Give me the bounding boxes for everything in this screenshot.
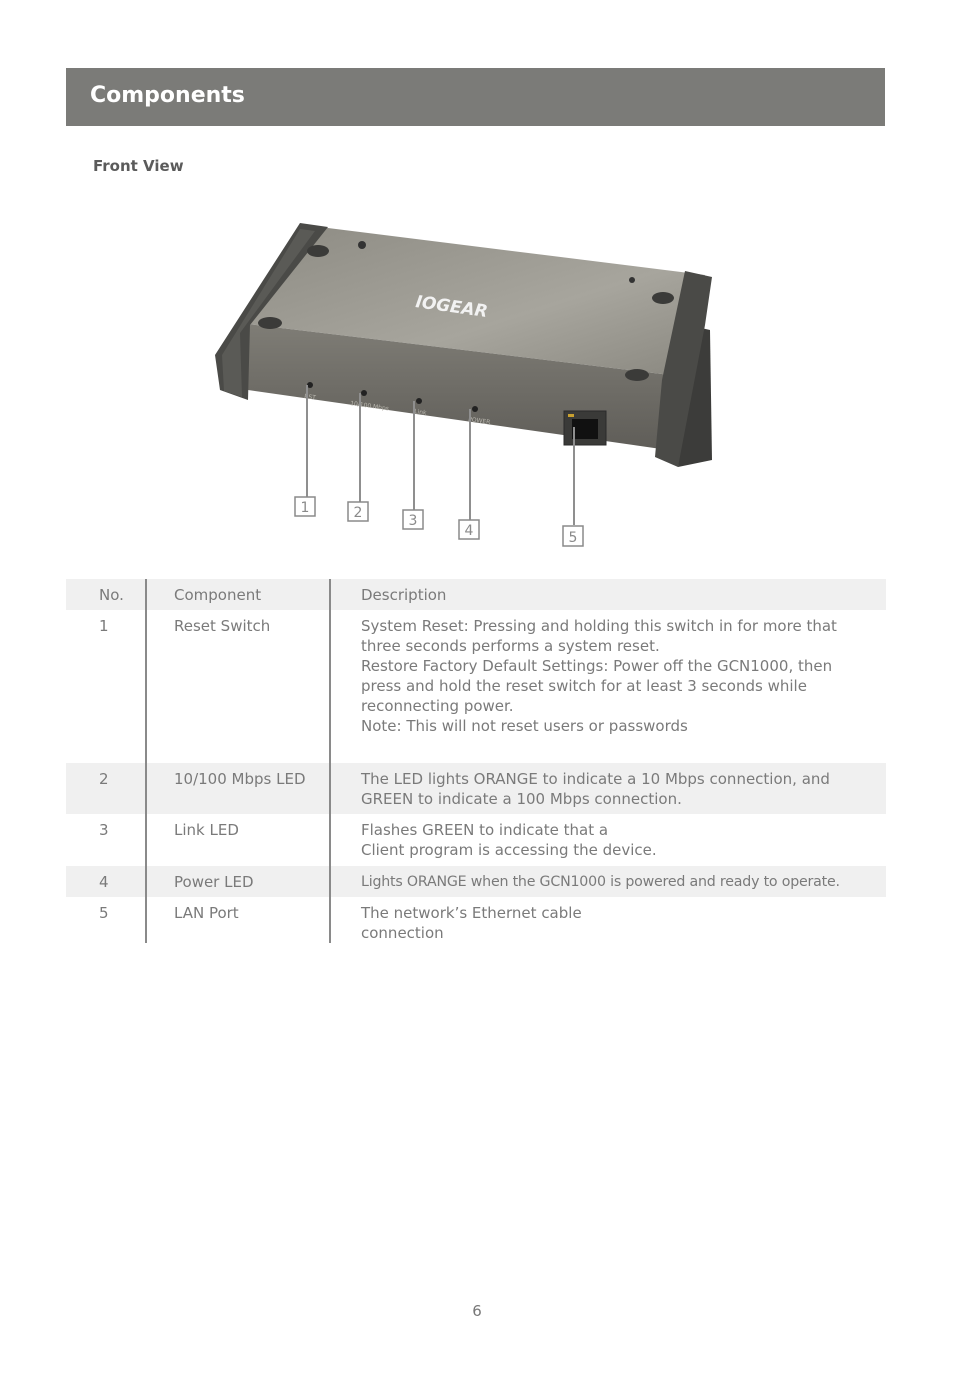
description-line: connection — [361, 924, 444, 942]
row-description — [330, 897, 886, 943]
row-no: 5 — [99, 904, 109, 922]
section-banner — [66, 68, 885, 126]
description-line: reconnecting power. — [361, 697, 514, 715]
table-row — [66, 610, 886, 763]
components-table — [66, 579, 886, 943]
description-line: three seconds performs a system reset. — [361, 637, 660, 655]
row-description — [330, 763, 886, 814]
row-component: Reset Switch — [146, 610, 330, 763]
header-component: Component — [146, 579, 330, 610]
description-line: press and hold the reset switch for at least 3 seconds while — [361, 677, 807, 695]
callout-label: 5 — [568, 530, 578, 546]
speed-led — [361, 390, 367, 396]
link-led — [416, 398, 422, 404]
callout-label: 4 — [464, 523, 474, 539]
row-component: LAN Port — [146, 897, 330, 943]
screw — [629, 277, 635, 283]
description-line: Lights ORANGE when the GCN1000 is powered and ready to operate. — [361, 874, 840, 890]
lan-port-socket — [572, 419, 598, 439]
callout-5 — [563, 526, 583, 546]
port-label: Link — [413, 408, 427, 417]
brand-logo: IOGEAR — [414, 292, 489, 323]
table-header-row — [66, 579, 886, 610]
screw-hole — [307, 245, 329, 257]
row-no: 3 — [99, 821, 109, 839]
callout-1 — [295, 497, 315, 516]
table-row — [66, 897, 886, 943]
description-line: System Reset: Pressing and holding this switch in for more that — [361, 617, 837, 635]
description-line: Restore Factory Default Settings: Power off the GCN1000, then — [361, 657, 833, 675]
description-line: GREEN to indicate a 100 Mbps connection. — [361, 790, 682, 808]
screw-hole — [625, 369, 649, 381]
description-line: Client program is accessing the device. — [361, 841, 657, 859]
row-description — [330, 814, 886, 866]
callout-label: 2 — [353, 505, 363, 521]
row-description — [330, 610, 886, 763]
screw-hole — [258, 317, 282, 329]
row-component: 10/100 Mbps LED — [146, 763, 330, 814]
description-line: Flashes GREEN to indicate that a — [361, 821, 609, 839]
callout-label: 1 — [300, 500, 310, 516]
callout-3 — [403, 510, 423, 529]
header-no: No. — [66, 579, 146, 610]
port-label: RST — [303, 393, 317, 402]
page-number: 6 — [472, 1302, 482, 1320]
port-label: POWER — [467, 416, 491, 427]
lan-port-led — [568, 414, 574, 417]
table-row — [66, 814, 886, 866]
callout-4 — [459, 520, 479, 539]
table-row — [66, 763, 886, 814]
row-no: 1 — [99, 617, 109, 635]
description-line: The network’s Ethernet cable — [361, 904, 582, 922]
row-description — [330, 866, 886, 897]
power-led — [472, 406, 478, 412]
header-description: Description — [330, 579, 886, 610]
row-component: Power LED — [146, 866, 330, 897]
row-no: 4 — [66, 866, 146, 897]
callout-label: 3 — [408, 513, 418, 529]
port-label: 10/100 Mbps — [349, 400, 390, 413]
device-illustration — [200, 205, 740, 555]
callout-2 — [348, 502, 368, 521]
description-line: The LED lights ORANGE to indicate a 10 Mbps connection, and — [361, 770, 830, 788]
page-title: Components — [90, 83, 245, 108]
section-subtitle: Front View — [93, 157, 184, 175]
device-front-view-figure — [200, 205, 740, 555]
description-line: Note: This will not reset users or passwords — [361, 717, 688, 735]
table-row — [66, 866, 886, 897]
row-no: 2 — [66, 763, 146, 814]
screw — [358, 241, 366, 249]
row-component: Link LED — [146, 814, 330, 866]
screw-hole — [652, 292, 674, 304]
